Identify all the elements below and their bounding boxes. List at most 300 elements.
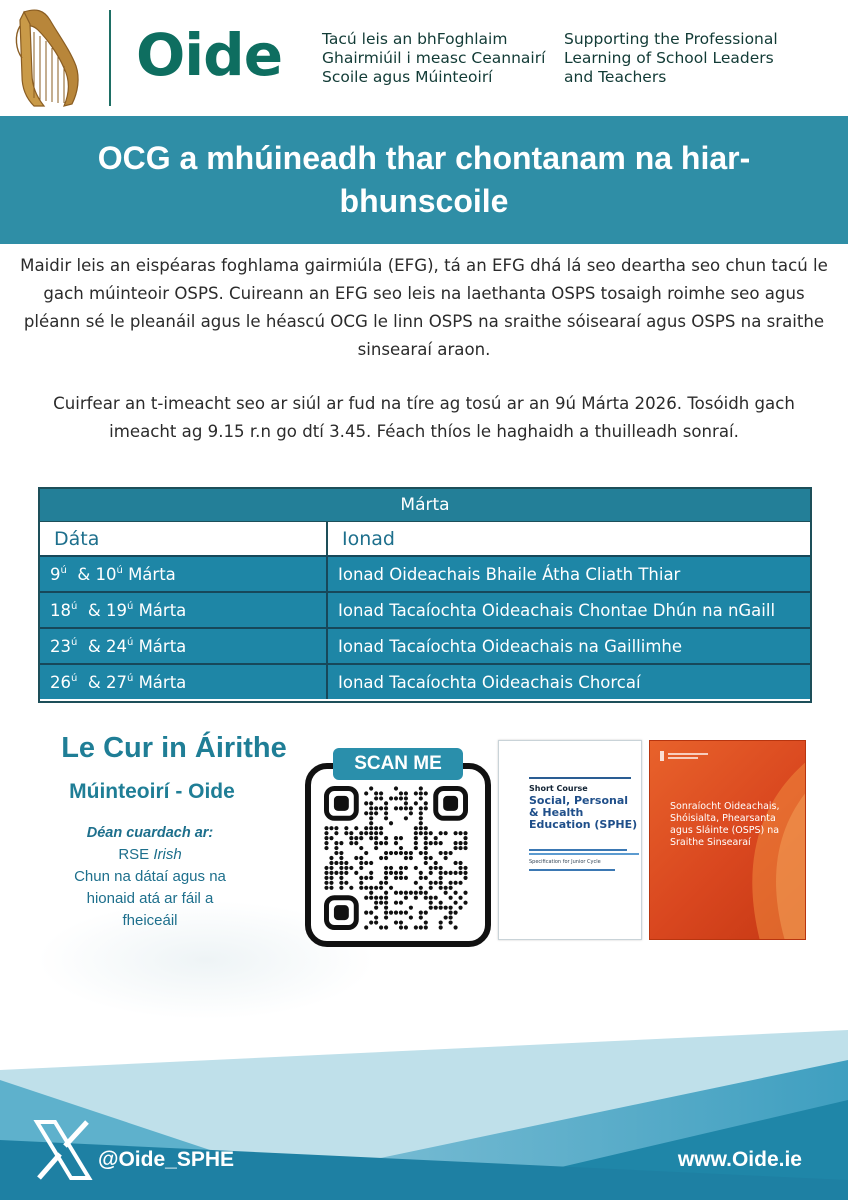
qr-module (424, 841, 428, 845)
qr-module (349, 841, 353, 845)
schedule-date (40, 557, 328, 591)
schedule-row (40, 627, 810, 663)
qr-module (369, 911, 373, 915)
schedule-date (40, 629, 328, 663)
qr-module (349, 866, 353, 870)
ordinal-suffix: ú (126, 673, 134, 684)
qr-module (404, 791, 408, 795)
qr-module (339, 871, 343, 875)
qr-module (434, 881, 438, 885)
qr-module (379, 826, 383, 830)
qr-finder-center (443, 796, 458, 811)
qr-module (404, 801, 408, 805)
qr-module (429, 886, 433, 890)
qr-module (374, 811, 378, 815)
qr-module (359, 886, 363, 890)
qr-module (389, 866, 393, 870)
qr-module (409, 916, 413, 920)
date-day-1: 9 (50, 565, 61, 584)
ordinal-suffix: ú (60, 565, 67, 576)
cover-rule (529, 849, 627, 851)
qr-module (384, 881, 388, 885)
column-header-venue: Ionad (342, 528, 395, 550)
qr-module (394, 806, 398, 810)
qr-module (384, 871, 388, 875)
osps-senior-cover[interactable] (649, 740, 806, 940)
date-day-2: 24 (105, 637, 127, 656)
qr-module (334, 826, 338, 830)
cover-title: Sonraíocht Oideachais, Shóisialta, Phearsanta agus Sláinte (OSPS) na Sraithe Sinsearaí (670, 801, 780, 848)
qr-module (419, 796, 423, 800)
cover-short-course: Short Course (529, 784, 588, 793)
qr-module (444, 851, 448, 855)
qr-module (339, 876, 343, 880)
qr-module (329, 876, 333, 880)
qr-module (384, 876, 388, 880)
footer-background (0, 1030, 848, 1200)
qr-module (414, 826, 418, 830)
intro-paragraph-1: Maidir leis an eispéaras foghlama gairmiúla (EFG), tá an EFG dhá lá seo deartha seo chun tacú le gach múinteoir OSPS. Cuireann an EFG seo leis na laethanta OSPS tosaigh roimhe seo agus pléann sé le pleanáil agus le héascú OCG le linn OSPS na sraithe sóisearaí agus OSPS na sraithe sinsearaí araon. (20, 256, 828, 359)
qr-module (424, 831, 428, 835)
qr-module (389, 871, 393, 875)
qr-module (364, 831, 368, 835)
schedule-row (40, 555, 810, 591)
qr-module (379, 886, 383, 890)
ordinal-suffix: ú (71, 637, 78, 648)
qr-module (369, 896, 373, 900)
qr-module (364, 791, 368, 795)
qr-module (324, 886, 328, 890)
qr-module (419, 925, 423, 929)
cover-rule (529, 777, 631, 779)
qr-module (389, 911, 393, 915)
qr-module (419, 821, 423, 825)
qr-module (354, 836, 358, 840)
schedule-rows (40, 555, 810, 699)
qr-module (374, 886, 378, 890)
schedule-venue: Ionad Tacaíochta Oideachais Chorcaí (338, 673, 641, 692)
qr-module (463, 831, 467, 835)
qr-module (374, 901, 378, 905)
qr-module (324, 841, 328, 845)
qr-module (419, 891, 423, 895)
date-day-1: 26 (50, 673, 71, 692)
x-logo-icon[interactable] (33, 1118, 93, 1182)
date-day-2: 10 (95, 565, 117, 584)
qr-module (419, 786, 423, 790)
schedule-venue: Ionad Tacaíochta Oideachais Chontae Dhún na nGaill (338, 601, 776, 620)
qr-module (394, 841, 398, 845)
qr-module (329, 836, 333, 840)
qr-module (424, 925, 428, 929)
qr-module (399, 851, 403, 855)
qr-module (449, 916, 453, 920)
qr-module (414, 836, 418, 840)
qr-module (439, 925, 443, 929)
qr-module (374, 791, 378, 795)
qr-module (424, 806, 428, 810)
qr-code[interactable] (324, 786, 468, 930)
qr-module (379, 791, 383, 795)
qr-module (399, 791, 403, 795)
header-divider (109, 10, 111, 106)
ordinal-suffix: ú (116, 565, 123, 576)
website-link[interactable]: www.Oide.ie (677, 1148, 802, 1171)
qr-module (374, 906, 378, 910)
social-handle[interactable]: @Oide_SPHE (98, 1148, 235, 1171)
qr-module (399, 866, 403, 870)
qr-module (399, 806, 403, 810)
qr-module (434, 896, 438, 900)
qr-module (409, 851, 413, 855)
qr-module (424, 826, 428, 830)
qr-module (419, 791, 423, 795)
qr-module (429, 901, 433, 905)
qr-module (404, 796, 408, 800)
qr-module (434, 866, 438, 870)
schedule-venue: Ionad Tacaíochta Oideachais na Gaillimhe (338, 637, 683, 656)
qr-module (324, 871, 328, 875)
qr-module (389, 886, 393, 890)
qr-module (419, 911, 423, 915)
qr-module (364, 826, 368, 830)
qr-module (404, 896, 408, 900)
qr-module (439, 866, 443, 870)
qr-module (329, 856, 333, 860)
qr-module (394, 871, 398, 875)
qr-module (409, 856, 413, 860)
intro-paragraph-2: Cuirfear an t-imeacht seo ar siúl ar fud na tíre ag tosú ar an 9ú Márta 2026. Tosóidh gach imeacht ag 9.15 r.n go dtí 3.45. Féach thíos le haghaidh a thuilleadh sonraí. (53, 394, 795, 441)
qr-module (384, 806, 388, 810)
qr-module (384, 906, 388, 910)
date-conjunction: & (87, 673, 101, 692)
qr-module (449, 911, 453, 915)
harp-icon (14, 6, 84, 110)
qr-module (424, 856, 428, 860)
qr-module (369, 876, 373, 880)
qr-module (399, 876, 403, 880)
qr-module (439, 920, 443, 924)
qr-module (409, 811, 413, 815)
qr-module (384, 851, 388, 855)
date-month: Márta (138, 673, 187, 692)
qr-module (444, 906, 448, 910)
qr-module (414, 866, 418, 870)
qr-module (369, 801, 373, 805)
qr-module (458, 841, 462, 845)
page-title: OCG a mhúineadh thar chontanam na hiar-bhunscoile (97, 140, 751, 219)
qr-module (329, 871, 333, 875)
qr-module (394, 891, 398, 895)
date-day-2: 19 (105, 601, 127, 620)
qr-module (384, 896, 388, 900)
qr-module (374, 826, 378, 830)
qr-module (369, 891, 373, 895)
qr-module (454, 846, 458, 850)
qr-module (379, 881, 383, 885)
qr-module (369, 821, 373, 825)
qr-module (458, 881, 462, 885)
qr-module (399, 796, 403, 800)
qr-module (424, 920, 428, 924)
qr-module (394, 911, 398, 915)
qr-module (364, 811, 368, 815)
qr-module (449, 920, 453, 924)
qr-module (424, 876, 428, 880)
date-month: Márta (128, 565, 176, 584)
qr-module (404, 816, 408, 820)
qr-module (439, 831, 443, 835)
qr-module (414, 791, 418, 795)
ordinal-suffix: ú (71, 601, 78, 612)
qr-module (394, 796, 398, 800)
schedule-date (40, 665, 328, 699)
qr-module (334, 861, 338, 865)
qr-module (384, 801, 388, 805)
qr-module (369, 886, 373, 890)
qr-module (424, 791, 428, 795)
qr-module (414, 841, 418, 845)
qr-module (354, 841, 358, 845)
qr-module (449, 851, 453, 855)
title-banner (0, 116, 848, 244)
qr-module (458, 871, 462, 875)
qr-module (359, 881, 363, 885)
schedule-venue: Ionad Oideachais Bhaile Átha Cliath Thiar (338, 565, 681, 584)
ordinal-suffix: ú (126, 601, 134, 612)
qr-module (449, 886, 453, 890)
qr-module (364, 896, 368, 900)
qr-module (379, 856, 383, 860)
qr-module (414, 881, 418, 885)
schedule-date (40, 593, 328, 627)
qr-module (384, 816, 388, 820)
qr-module (449, 881, 453, 885)
qr-module (384, 916, 388, 920)
qr-module (394, 920, 398, 924)
qr-module (439, 881, 443, 885)
qr-module (454, 925, 458, 929)
qr-module (324, 881, 328, 885)
qr-module (354, 826, 358, 830)
search-label: Déan cuardach ar: (86, 825, 214, 841)
qr-module (404, 891, 408, 895)
qr-module (429, 871, 433, 875)
qr-module (399, 871, 403, 875)
date-month: Márta (138, 601, 187, 620)
search-keyword-language: Irish (153, 846, 182, 863)
registration-title: Le Cur in Áirithe (61, 732, 287, 764)
qr-module (424, 911, 428, 915)
qr-module (344, 826, 348, 830)
schedule-column-headers (40, 521, 810, 555)
qr-module (374, 806, 378, 810)
qr-module (374, 920, 378, 924)
qr-module (449, 896, 453, 900)
qr-module (444, 831, 448, 835)
qr-module (463, 876, 467, 880)
qr-module (369, 826, 373, 830)
qr-module (439, 871, 443, 875)
qr-finder-center (334, 796, 349, 811)
intro-text (18, 252, 830, 446)
qr-module (364, 851, 368, 855)
qr-module (458, 831, 462, 835)
qr-module (463, 891, 467, 895)
qr-module (364, 876, 368, 880)
qr-module (419, 851, 423, 855)
qr-module (463, 846, 467, 850)
ordinal-suffix: ú (126, 637, 134, 648)
qr-module (399, 925, 403, 929)
qr-module (379, 831, 383, 835)
qr-module (359, 856, 363, 860)
qr-module (334, 851, 338, 855)
qr-module (364, 886, 368, 890)
qr-module (324, 846, 328, 850)
qr-module (439, 851, 443, 855)
qr-module (359, 876, 363, 880)
qr-module (394, 851, 398, 855)
column-header-date: Dáta (40, 522, 328, 555)
date-day-1: 23 (50, 637, 71, 656)
qr-module (409, 806, 413, 810)
qr-module (374, 916, 378, 920)
qr-module (404, 806, 408, 810)
qr-module (374, 841, 378, 845)
qr-module (379, 796, 383, 800)
qr-module (429, 831, 433, 835)
qr-module (339, 856, 343, 860)
qr-module (359, 831, 363, 835)
qr-module (419, 826, 423, 830)
qr-module (339, 881, 343, 885)
qr-module (463, 871, 467, 875)
qr-module (324, 866, 328, 870)
qr-finder-center (334, 905, 349, 920)
qr-module (419, 816, 423, 820)
qr-module (439, 906, 443, 910)
qr-module (434, 841, 438, 845)
qr-module (364, 801, 368, 805)
qr-module (463, 901, 467, 905)
qr-module (359, 836, 363, 840)
qr-module (409, 891, 413, 895)
qr-module (458, 866, 462, 870)
scan-me-label: SCAN ME (333, 748, 463, 780)
qr-module (419, 886, 423, 890)
date-day-1: 18 (50, 601, 71, 620)
qr-module (419, 831, 423, 835)
qr-module (359, 846, 363, 850)
qr-module (424, 846, 428, 850)
qr-module (389, 821, 393, 825)
qr-module (454, 831, 458, 835)
qr-module (404, 866, 408, 870)
qr-module (369, 871, 373, 875)
qr-module (324, 836, 328, 840)
qr-module (458, 906, 462, 910)
qr-module (369, 786, 373, 790)
qr-module (384, 836, 388, 840)
qr-module (334, 841, 338, 845)
qr-module (369, 816, 373, 820)
qr-module (394, 836, 398, 840)
qr-module (424, 851, 428, 855)
qr-module (384, 856, 388, 860)
qr-module (349, 886, 353, 890)
sphe-junior-cover[interactable] (498, 740, 642, 940)
qr-module (444, 856, 448, 860)
schedule-table (38, 487, 812, 703)
qr-module (449, 871, 453, 875)
qr-module (414, 831, 418, 835)
qr-module (329, 861, 333, 865)
schedule-row (40, 663, 810, 699)
cover-title: Social, Personal & Health Education (SPHE) (529, 794, 638, 831)
qr-module (379, 925, 383, 929)
qr-module (384, 841, 388, 845)
qr-module (424, 836, 428, 840)
qr-module (439, 876, 443, 880)
date-conjunction: & (77, 565, 91, 584)
qr-module (434, 836, 438, 840)
qr-module (339, 851, 343, 855)
qr-module (369, 806, 373, 810)
qr-module (399, 836, 403, 840)
qr-module (379, 841, 383, 845)
qr-module (454, 841, 458, 845)
qr-module (414, 925, 418, 929)
schedule-row (40, 591, 810, 627)
qr-module (424, 801, 428, 805)
qr-module (334, 871, 338, 875)
qr-module (419, 876, 423, 880)
qr-module (324, 876, 328, 880)
qr-module (454, 861, 458, 865)
qr-module (444, 891, 448, 895)
qr-module (384, 811, 388, 815)
qr-module (339, 841, 343, 845)
qr-module (384, 866, 388, 870)
header (0, 0, 848, 116)
qr-module (414, 846, 418, 850)
qr-module (354, 856, 358, 860)
qr-module (429, 856, 433, 860)
qr-module (369, 920, 373, 924)
qr-module (454, 901, 458, 905)
registration-subtitle: Múinteoirí - Oide (69, 780, 235, 803)
qr-module (364, 861, 368, 865)
qr-module (463, 836, 467, 840)
qr-module (399, 891, 403, 895)
qr-module (439, 901, 443, 905)
qr-module (424, 896, 428, 900)
qr-module (404, 876, 408, 880)
qr-module (354, 871, 358, 875)
qr-module (389, 851, 393, 855)
qr-module (374, 896, 378, 900)
qr-module (384, 911, 388, 915)
qr-module (374, 796, 378, 800)
qr-module (414, 891, 418, 895)
qr-module (374, 831, 378, 835)
qr-module (384, 901, 388, 905)
qr-module (394, 901, 398, 905)
qr-module (399, 911, 403, 915)
qr-module (409, 906, 413, 910)
qr-module (379, 896, 383, 900)
